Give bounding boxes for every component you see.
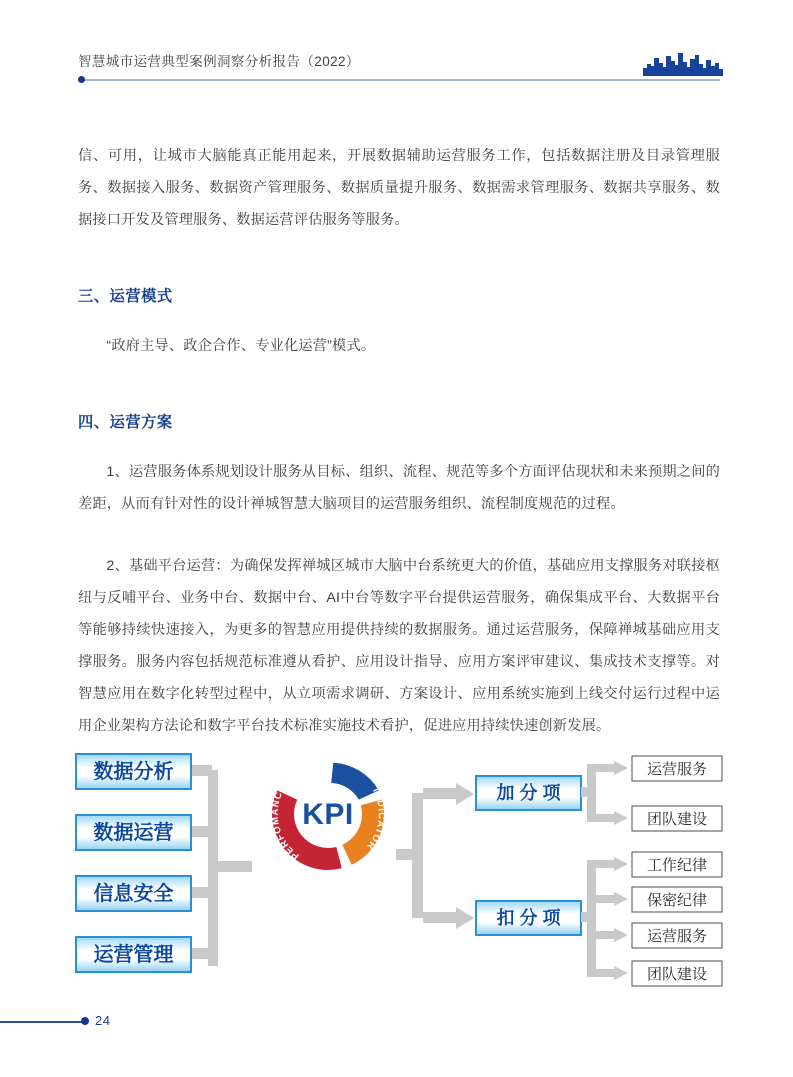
leaf-box-label: 保密纪律 (646, 892, 708, 909)
right-group-1-items (632, 852, 722, 986)
kpi-label-indicator: INDICATOR (363, 786, 387, 852)
paragraph-plan-1: 1、运营服务体系规划设计服务从目标、组织、流程、规范等多个方面评估现状和未来预期之间的差距，从而有针对性的设计禅城智慧大脑项目的运营服务组织、流程制度规范的过程。 (78, 464, 720, 512)
left-box-label-0: 数据分析 (93, 761, 174, 783)
left-box-1[interactable] (76, 815, 191, 850)
spacer (78, 520, 720, 550)
kpi-operations-diagram (60, 748, 740, 998)
right-group-0-bracket (581, 761, 628, 825)
left-box-0[interactable] (76, 754, 191, 789)
right-arrow-bracket (396, 783, 474, 929)
leaf-box[interactable] (632, 961, 722, 986)
kpi-label-performance: PERFOMANCE (269, 782, 302, 862)
leaf-box[interactable] (632, 923, 722, 948)
leaf-box[interactable] (632, 852, 722, 877)
right-group-0-box[interactable] (476, 776, 581, 810)
spacer (78, 312, 720, 330)
left-box-label-3: 运营管理 (93, 944, 174, 966)
left-box-label-1: 数据运营 (93, 822, 174, 844)
spacer (78, 362, 720, 408)
paragraph-plan-2: 2、基础平台运营：为确保发挥禅城区城市大脑中台系统更大的价值，基础应用支撑服务对联接枢纽与反哺平台、业务中台、数据中台、AI中台等数字平台提供运营服务，确保集成平台、大数据平台等能够持续快速接入，为更多的智慧应用提供持续的数据服务。通过运营服务，保障禅城基础应用支撑服务。服务内容包括规范标准遵从看护、应用设计指导、应用方案评审建议、集成技术支撑等。对智慧应用在数字化转型过程中，从立项需求调研、方案设计、应用系统实施到上线交付运行过程中运用企业架构方法论和数字平台技术标准实施技术看护，促进应用持续快速创新发展。 (78, 558, 720, 734)
left-box-group (76, 754, 191, 972)
right-group-0-label: 加 分 项 (496, 783, 561, 803)
paragraph-operation-mode: “政府主导、政企合作、专业化运营”模式。 (106, 338, 376, 354)
leaf-box[interactable] (632, 756, 722, 781)
kpi-wheel (270, 753, 387, 870)
left-box-3[interactable] (76, 937, 191, 972)
leaf-box[interactable] (632, 806, 722, 831)
left-box-2[interactable] (76, 876, 191, 911)
spacer (78, 438, 720, 456)
footer-divider-line (0, 1021, 85, 1023)
leaf-box-label: 团队建设 (646, 811, 708, 828)
leaf-box-label: 运营服务 (646, 928, 708, 945)
header-divider-dot (78, 76, 85, 83)
city-skyline-logo (643, 50, 723, 76)
paragraph-intro: 信、可用，让城市大脑能真正能用起来，开展数据辅助运营服务工作，包括数据注册及目录管理服务、数据接入服务、数据资产管理服务、数据质量提升服务、数据需求管理服务、数据共享服务、数据接口开发及管理服务、数据运营评估服务等服务。 (78, 148, 720, 228)
right-group-1-box[interactable] (476, 901, 581, 935)
right-group-0-items (632, 756, 722, 831)
header-divider (78, 78, 720, 82)
right-group-1-label: 扣 分 项 (496, 908, 561, 928)
leaf-box-label: 工作纪律 (646, 857, 708, 874)
kpi-label-key: KEY (312, 753, 344, 767)
leaf-box[interactable] (632, 887, 722, 912)
left-box-label-2: 信息安全 (93, 883, 174, 905)
header-divider-line (78, 79, 720, 81)
leaf-box-label: 运营服务 (646, 761, 708, 778)
kpi-center-label: KPI (302, 798, 354, 831)
section-heading-3: 三、运营模式 (78, 288, 173, 305)
right-group-1-bracket (581, 857, 628, 980)
document-content (78, 140, 720, 742)
page-header-title: 智慧城市运营典型案例洞察分析报告（2022） (78, 54, 360, 69)
left-arrow-bracket (158, 760, 252, 966)
spacer (78, 236, 720, 282)
leaf-box-label: 团队建设 (646, 966, 708, 983)
section-heading-4: 四、运营方案 (78, 414, 173, 431)
page-number: 24 (95, 1013, 111, 1028)
footer-divider-dot (81, 1017, 89, 1025)
